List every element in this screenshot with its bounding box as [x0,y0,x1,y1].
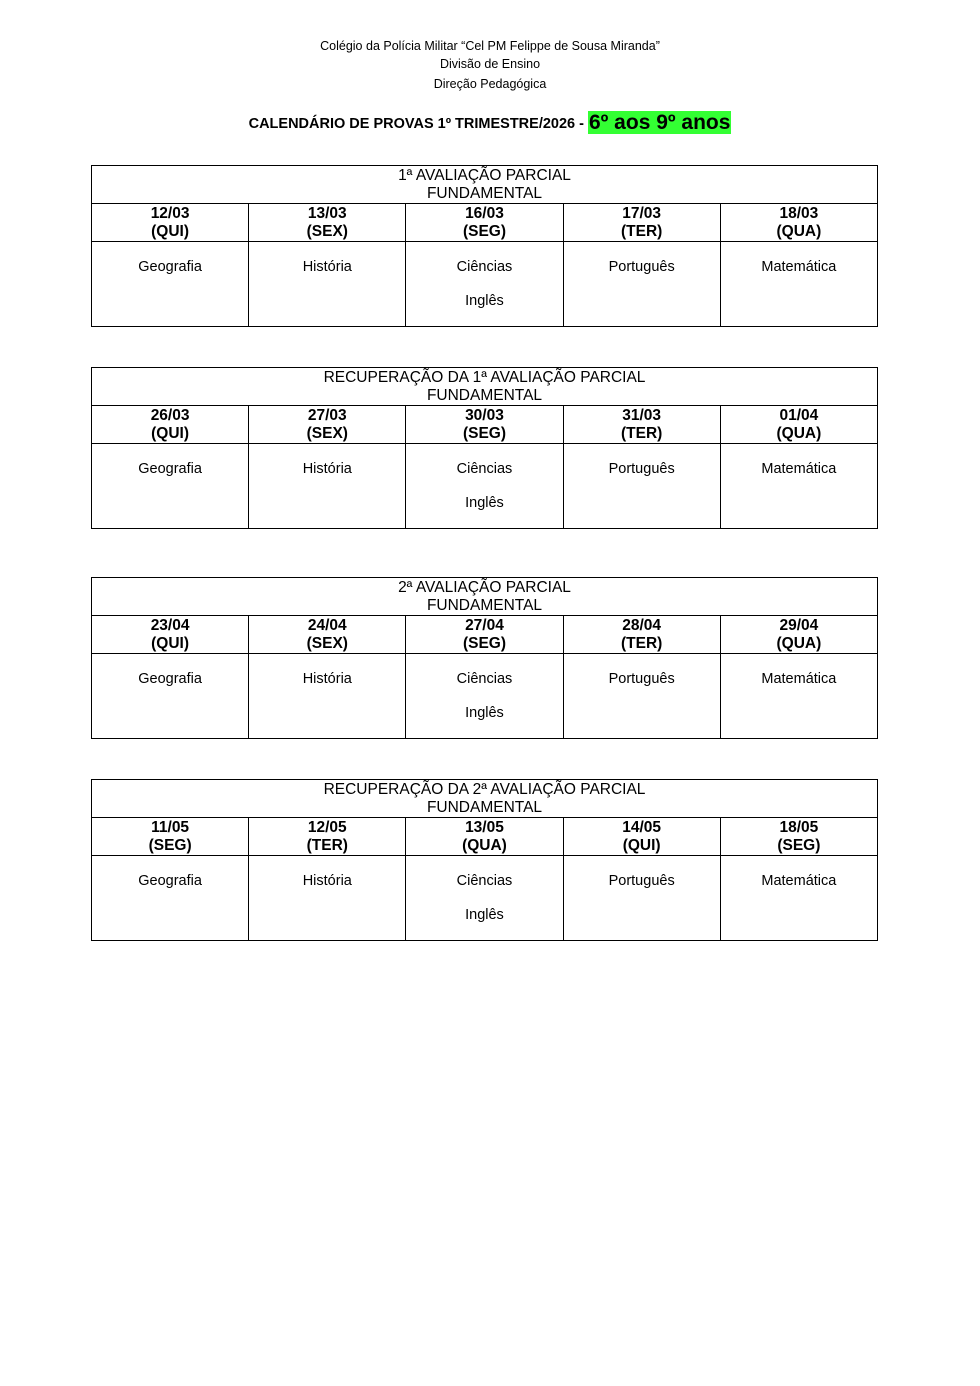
subject-name: Português [608,461,675,477]
subject-name: História [302,461,352,477]
exam-date: 27/04 [465,616,504,634]
exam-weekday: (SEX) [306,424,348,442]
exam-title: 2ª AVALIAÇÃO PARCIAL [398,578,571,596]
grade-range-highlight: 6º aos 9º anos [589,111,731,134]
exam-date: 31/03 [622,406,662,424]
exam-weekday: (SEG) [462,424,506,442]
subject-name: Português [608,671,675,687]
subject-name: História [302,671,352,687]
direction-name: Direção Pedagógica [433,77,547,91]
page-title [0,110,980,134]
subject-cell [249,242,406,327]
subject-name: Ciências [456,671,513,687]
subject-name: História [302,873,352,889]
document-header [0,37,980,93]
subject-cell [406,242,563,327]
exam-date: 23/04 [150,616,190,634]
subject-name: História [302,259,352,275]
institution-name: Colégio da Polícia Militar “Cel PM Felippe de Sousa Miranda” [320,39,660,53]
exam-weekday: (QUI) [151,222,190,240]
exam-table [91,577,878,739]
exam-weekday: (TER) [306,836,348,854]
subject-cell [406,856,563,941]
date-cell [406,406,563,444]
exam-weekday: (SEX) [306,222,348,240]
exam-date: 12/05 [307,818,347,836]
exam-date: 29/04 [779,616,819,634]
exam-weekday: (QUI) [151,424,190,442]
date-cell [92,204,249,242]
subject-cell [720,856,877,941]
subject-cell [563,242,720,327]
date-cell [720,818,877,856]
subject-cell [563,444,720,529]
exam-date: 30/03 [465,406,504,424]
subject-name: Geografia [138,461,202,477]
exam-date: 13/03 [307,204,347,222]
date-cell [249,204,406,242]
subject-name: Matemática [761,461,837,477]
date-cell [92,616,249,654]
date-cell [92,406,249,444]
subject-name: Matemática [761,671,837,687]
subject-name: Matemática [761,259,837,275]
exam-table [91,367,878,529]
exam-weekday: (TER) [620,634,663,652]
exam-title: 1ª AVALIAÇÃO PARCIAL [398,166,571,184]
exam-weekday: (TER) [620,222,663,240]
exam-weekday: (SEG) [777,836,821,854]
subject-cell [249,654,406,739]
exam-table-title [92,780,878,818]
subject-cell [92,654,249,739]
date-cell [563,616,720,654]
date-cell [563,818,720,856]
exam-weekday: (SEX) [306,634,348,652]
date-cell [563,204,720,242]
exam-date: 01/04 [779,406,819,424]
date-cell [92,818,249,856]
date-cell [563,406,720,444]
exam-weekday: (QUA) [776,222,822,240]
date-cell [720,406,877,444]
division-name: Divisão de Ensino [439,57,541,71]
exam-date: 13/05 [465,818,504,836]
subject-name: Ciências [456,259,513,275]
date-cell [406,818,563,856]
exam-table [91,165,878,327]
exam-date: 24/04 [307,616,347,634]
subject-cell [406,444,563,529]
exam-date: 16/03 [465,204,504,222]
exam-date: 14/05 [622,818,662,836]
subject-name: Português [608,259,675,275]
exam-weekday: (TER) [620,424,663,442]
exam-weekday: (SEG) [148,836,192,854]
subject-cell [720,654,877,739]
subject-name: Inglês [465,705,504,721]
date-cell [720,616,877,654]
exam-date: 18/05 [779,818,819,836]
subject-cell [249,444,406,529]
page-title-text: CALENDÁRIO DE PROVAS 1º TRIMESTRE/2026 - [248,116,584,132]
exam-weekday: (QUA) [776,634,822,652]
subject-cell [92,444,249,529]
exam-date: 27/03 [307,406,347,424]
exam-date: 28/04 [622,616,662,634]
exam-table-title [92,578,878,616]
exam-weekday: (SEG) [462,222,506,240]
date-cell [249,818,406,856]
subject-cell [720,444,877,529]
subject-cell [92,856,249,941]
exam-weekday: (QUA) [776,424,822,442]
exam-weekday: (QUA) [462,836,507,854]
subject-cell [92,242,249,327]
subject-name: Geografia [138,671,202,687]
exam-date: 26/03 [150,406,190,424]
subject-name: Inglês [465,293,504,309]
date-cell [249,406,406,444]
exam-level: FUNDAMENTAL [426,798,543,816]
date-cell [249,616,406,654]
exam-weekday: (SEG) [462,634,506,652]
exam-table [91,779,878,941]
subject-name: Português [608,873,675,889]
subject-cell [563,654,720,739]
exam-date: 18/03 [779,204,819,222]
subject-name: Inglês [465,495,504,511]
date-cell [406,204,563,242]
exam-date: 17/03 [622,204,662,222]
subject-name: Geografia [138,873,202,889]
date-cell [720,204,877,242]
subject-cell [563,856,720,941]
exam-weekday: (QUI) [622,836,661,854]
exam-title: RECUPERAÇÃO DA 2ª AVALIAÇÃO PARCIAL [323,780,646,798]
subject-name: Geografia [138,259,202,275]
exam-level: FUNDAMENTAL [426,184,543,202]
subject-cell [249,856,406,941]
exam-date: 11/05 [151,818,190,836]
exam-level: FUNDAMENTAL [426,596,543,614]
subject-name: Ciências [456,461,513,477]
date-cell [406,616,563,654]
subject-name: Matemática [761,873,837,889]
exam-title: RECUPERAÇÃO DA 1ª AVALIAÇÃO PARCIAL [323,368,646,386]
subject-cell [406,654,563,739]
exam-weekday: (QUI) [151,634,190,652]
subject-name: Inglês [465,907,504,923]
subject-name: Ciências [456,873,513,889]
exam-table-title [92,368,878,406]
exam-table-title [92,166,878,204]
subject-cell [720,242,877,327]
exam-date: 12/03 [150,204,190,222]
exam-level: FUNDAMENTAL [426,386,543,404]
